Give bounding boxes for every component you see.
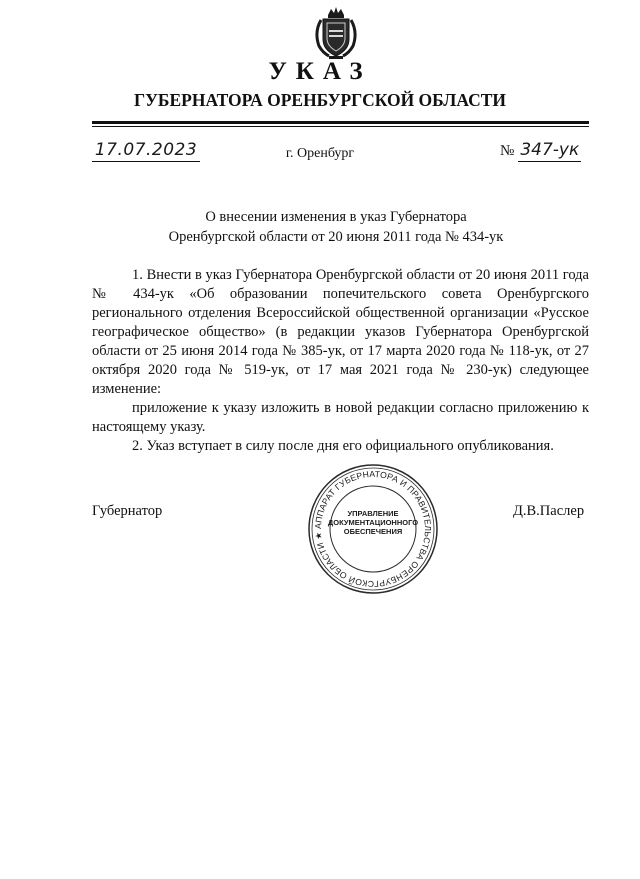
decree-number: 347-ук [520, 140, 580, 160]
decree-issuer: ГУБЕРНАТОРА ОРЕНБУРГСКОЙ ОБЛАСТИ [133, 90, 507, 110]
body-paragraph-2: приложение к указу изложить в новой редакции согласно приложению к настоящему указу. [92, 400, 589, 435]
decree-date: 17.07.2023 [92, 140, 200, 162]
header-divider-thin [92, 126, 589, 127]
stamp-ring-text: АППАРАТ ГУБЕРНАТОРА И ПРАВИТЕЛЬСТВА ОРЕНБУРГСКОЙ ОБЛАСТИ ★ [312, 468, 434, 590]
document-heading [0, 207, 640, 247]
decree-title: УКАЗ [268, 58, 372, 85]
number-sign: № [500, 143, 515, 159]
coat-of-arms-icon [313, 6, 359, 60]
body-paragraph-1: 1. Внести в указ Губернатора Оренбургской области от 20 июня 2011 года № 434-ук «Об образовании попечительского совета Оренбургского регионального отделения Всероссийской общественной организации «Русское географическое общество» (в редакции указов Губернатора Оренбургской области от 25 июня 2014 года № 385-ук, от 17 марта 2020 года № 118-ук, от 27 октября 2020 года № 519-ук, от 17 мая 2021 года № 230-ук) следующее изменение: [92, 267, 589, 397]
stamp-center-line: ОБЕСПЕЧЕНИЯ [343, 527, 403, 536]
body-paragraph-3: 2. Указ вступает в силу после дня его официального опубликования. [132, 438, 554, 454]
signatory-name: Д.В.Паслер [513, 503, 585, 519]
stamp-center-line: УПРАВЛЕНИЕ [347, 509, 399, 518]
document-heading-line: Оренбургской области от 20 июня 2011 года № 434-ук [168, 229, 504, 245]
stamp-center-text [306, 509, 440, 536]
signatory-role: Губернатор [92, 503, 163, 519]
decree-city: г. Оренбург [285, 146, 355, 161]
header-divider-thick [92, 121, 589, 124]
stamp-center-line: ДОКУМЕНТАЦИОННОГО [327, 518, 419, 527]
decree-number-block [500, 140, 581, 162]
document-heading-line: О внесении изменения в указ Губернатора [205, 209, 467, 225]
decree-body [92, 266, 589, 456]
